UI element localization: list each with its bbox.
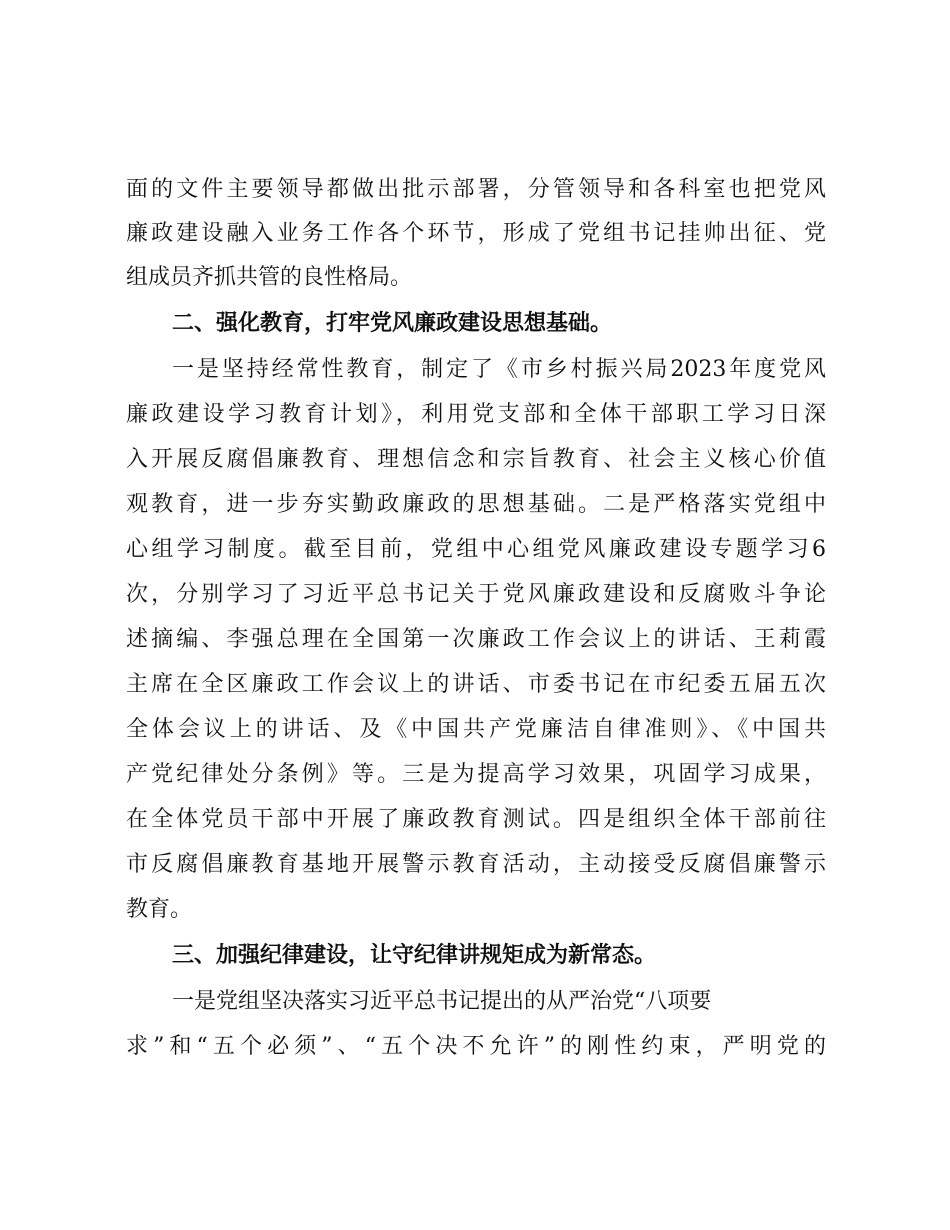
paragraph-line: 在全体党员干部中开展了廉政教育测试。四是组织全体干部前往 bbox=[126, 807, 826, 832]
paragraph-line: 观教育，进一步夯实勤政廉政的思想基础。二是严格落实党组中 bbox=[126, 492, 826, 517]
paragraph-line: 廉政建设融入业务工作各个环节，形成了党组书记挂帅出征、党 bbox=[126, 221, 826, 246]
paragraph-line: 心组学习制度。截至目前，党组中心组党风廉政建设专题学习6 bbox=[126, 537, 826, 562]
paragraph-line: 次，分别学习了习近平总书记关于党风廉政建设和反腐败斗争论 bbox=[126, 582, 826, 607]
section-heading-2: 二、强化教育，打牢党风廉政建设思想基础。 bbox=[172, 311, 613, 336]
paragraph-line: 一是党组坚决落实习近平总书记提出的从严治党“八项要 bbox=[172, 989, 712, 1014]
paragraph-line: 述摘编、李强总理在全国第一次廉政工作会议上的讲话、王莉霞 bbox=[126, 627, 826, 652]
section-heading-3: 三、加强纪律建设，让守纪律讲规矩成为新常态。 bbox=[172, 943, 657, 968]
paragraph-line: 面的文件主要领导都做出批示部署，分管领导和各科室也把党风 bbox=[126, 177, 826, 202]
paragraph-line: 产党纪律处分条例》等。三是为提高学习效果，巩固学习成果， bbox=[126, 762, 826, 787]
paragraph-line: 全体会议上的讲话、及《中国共产党廉洁自律准则》、《中国共 bbox=[126, 717, 826, 742]
paragraph-line: 廉政建设学习教育计划》，利用党支部和全体干部职工学习日深 bbox=[126, 402, 826, 427]
paragraph-line: 一是坚持经常性教育，制定了《市乡村振兴局2023年度党风 bbox=[172, 357, 826, 382]
paragraph-line: 组成员齐抓共管的良性格局。 bbox=[126, 265, 413, 290]
paragraph-line: 教育。 bbox=[126, 897, 193, 922]
paragraph-line: 入开展反腐倡廉教育、理想信念和宗旨教育、社会主义核心价值 bbox=[126, 447, 826, 472]
paragraph-line: 求”和“五个必须”、“五个决不允许”的刚性约束，严明党的 bbox=[126, 1034, 826, 1059]
paragraph-line: 市反腐倡廉教育基地开展警示教育活动，主动接受反腐倡廉警示 bbox=[126, 852, 826, 877]
paragraph-line: 主席在全区廉政工作会议上的讲话、市委书记在市纪委五届五次 bbox=[126, 672, 826, 697]
